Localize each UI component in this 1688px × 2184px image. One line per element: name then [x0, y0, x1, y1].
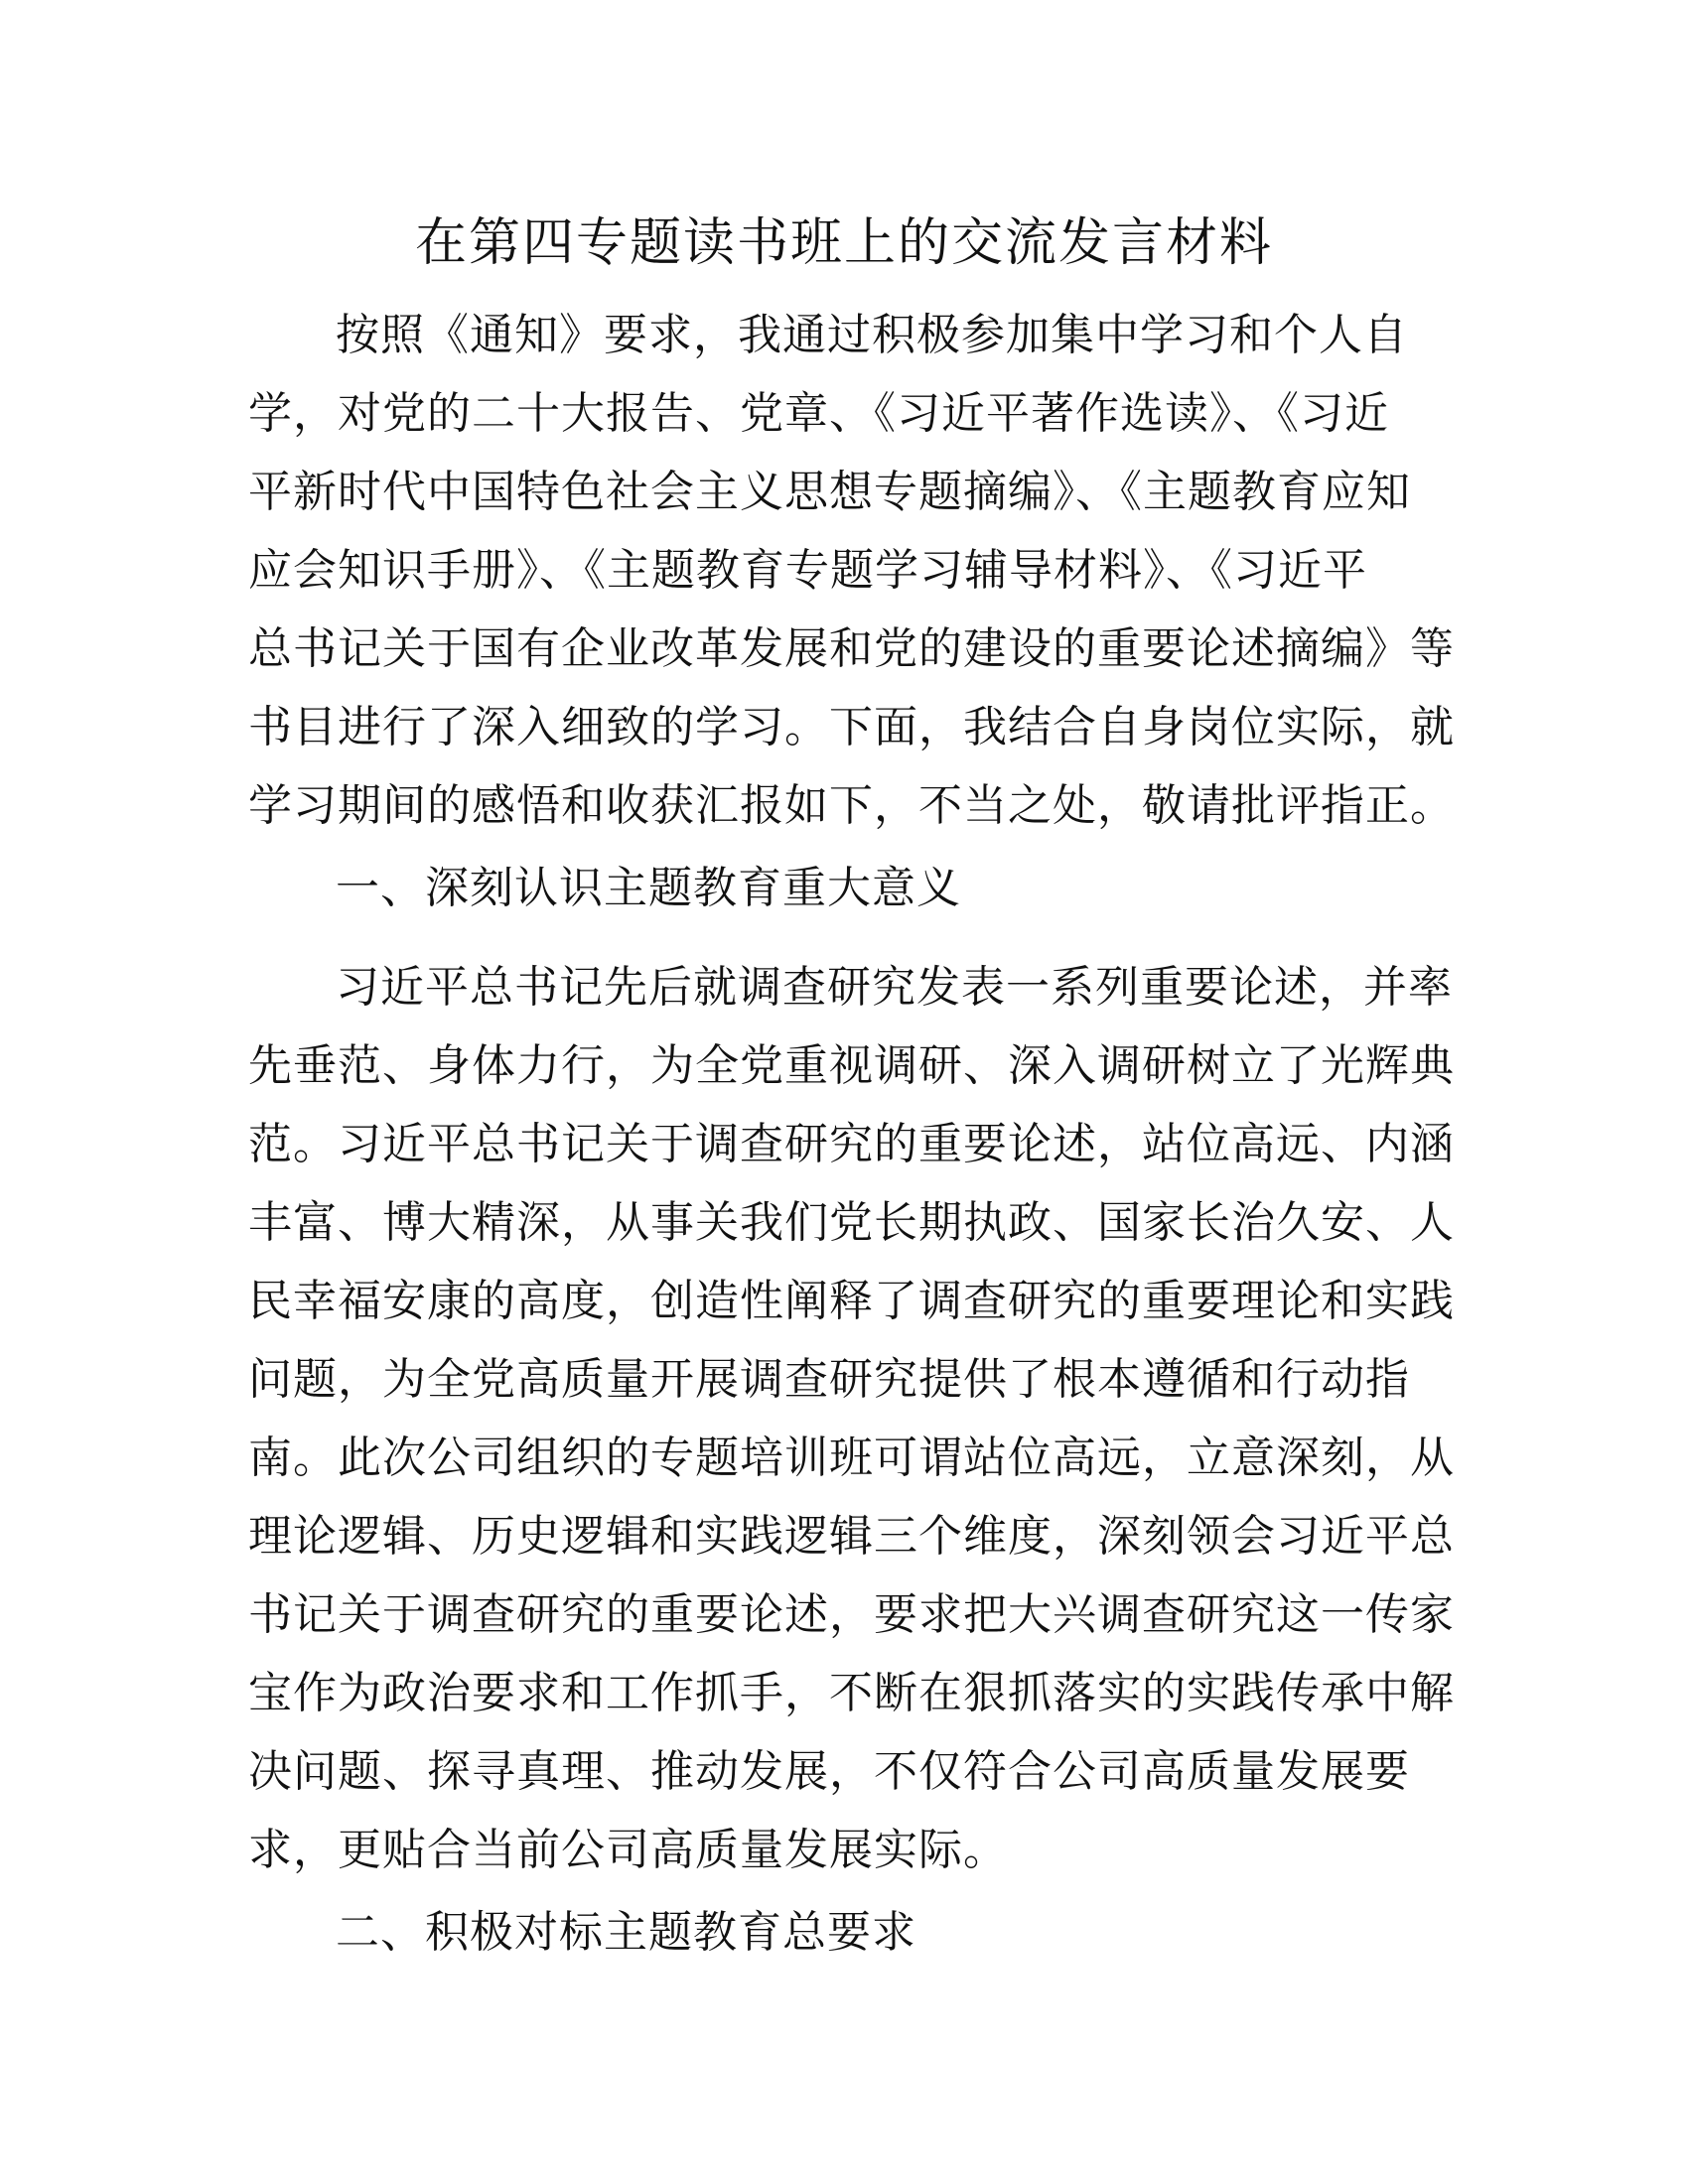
paragraph-line: 习近平总书记先后就调查研究发表一系列重要论述，并率 — [336, 962, 1453, 1013]
paragraph-line: 总书记关于国有企业改革发展和党的建设的重要论述摘编》等 — [248, 623, 1455, 674]
paragraph-line: 应会知识手册》、《主题教育专题学习辅导材料》、《习近平 — [248, 545, 1367, 596]
paragraph-line: 学，对党的二十大报告、党章、《习近平著作选读》、《习近 — [248, 388, 1389, 439]
paragraph-line: 理论逻辑、历史逻辑和实践逻辑三个维度，深刻领会习近平总 — [248, 1511, 1455, 1562]
document-title: 在第四专题读书班上的交流发言材料 — [414, 213, 1273, 273]
section-heading-2 — [248, 1893, 1430, 1972]
paragraph-line: 丰富、博大精深，从事关我们党长期执政、国家长治久安、人 — [248, 1197, 1455, 1248]
paragraph-line: 书记关于调查研究的重要论述，要求把大兴调查研究这一传家 — [248, 1589, 1455, 1640]
paragraph-line: 决问题、探寻真理、推动发展，不仅符合公司高质量发展要 — [248, 1746, 1410, 1797]
paragraph-line: 南。此次公司组织的专题培训班可谓站位高远，立意深刻，从 — [248, 1433, 1455, 1483]
section-1-paragraph — [248, 948, 1455, 1889]
paragraph-line: 书目进行了深入细致的学习。下面，我结合自身岗位实际，就 — [248, 702, 1455, 752]
paragraph-line: 问题，为全党高质量开展调查研究提供了根本遵循和行动指 — [248, 1354, 1410, 1405]
paragraph-line: 按照《通知》要求，我通过积极参加集中学习和个人自 — [336, 310, 1408, 360]
paragraph-line: 民幸福安康的高度，创造性阐释了调查研究的重要理论和实践 — [248, 1276, 1455, 1326]
paragraph-line: 先垂范、身体力行，为全党重视调研、深入调研树立了光辉典 — [248, 1040, 1455, 1091]
section-heading-1 — [248, 849, 1430, 927]
section-heading-text: 二、积极对标主题教育总要求 — [336, 1907, 916, 1958]
paragraph-line: 范。习近平总书记关于调查研究的重要论述，站位高远、内涵 — [248, 1119, 1455, 1169]
paragraph-line: 平新时代中国特色社会主义思想专题摘编》、《主题教育应知 — [248, 467, 1411, 517]
paragraph-line: 宝作为政治要求和工作抓手，不断在狠抓落实的实践传承中解 — [248, 1668, 1455, 1718]
paragraph-line: 学习期间的感悟和收获汇报如下，不当之处，敬请批评指正。 — [248, 780, 1455, 831]
paragraph-line: 求，更贴合当前公司高质量发展实际。 — [248, 1825, 1008, 1875]
section-heading-text: 一、深刻认识主题教育重大意义 — [336, 863, 961, 913]
intro-paragraph — [248, 296, 1455, 845]
